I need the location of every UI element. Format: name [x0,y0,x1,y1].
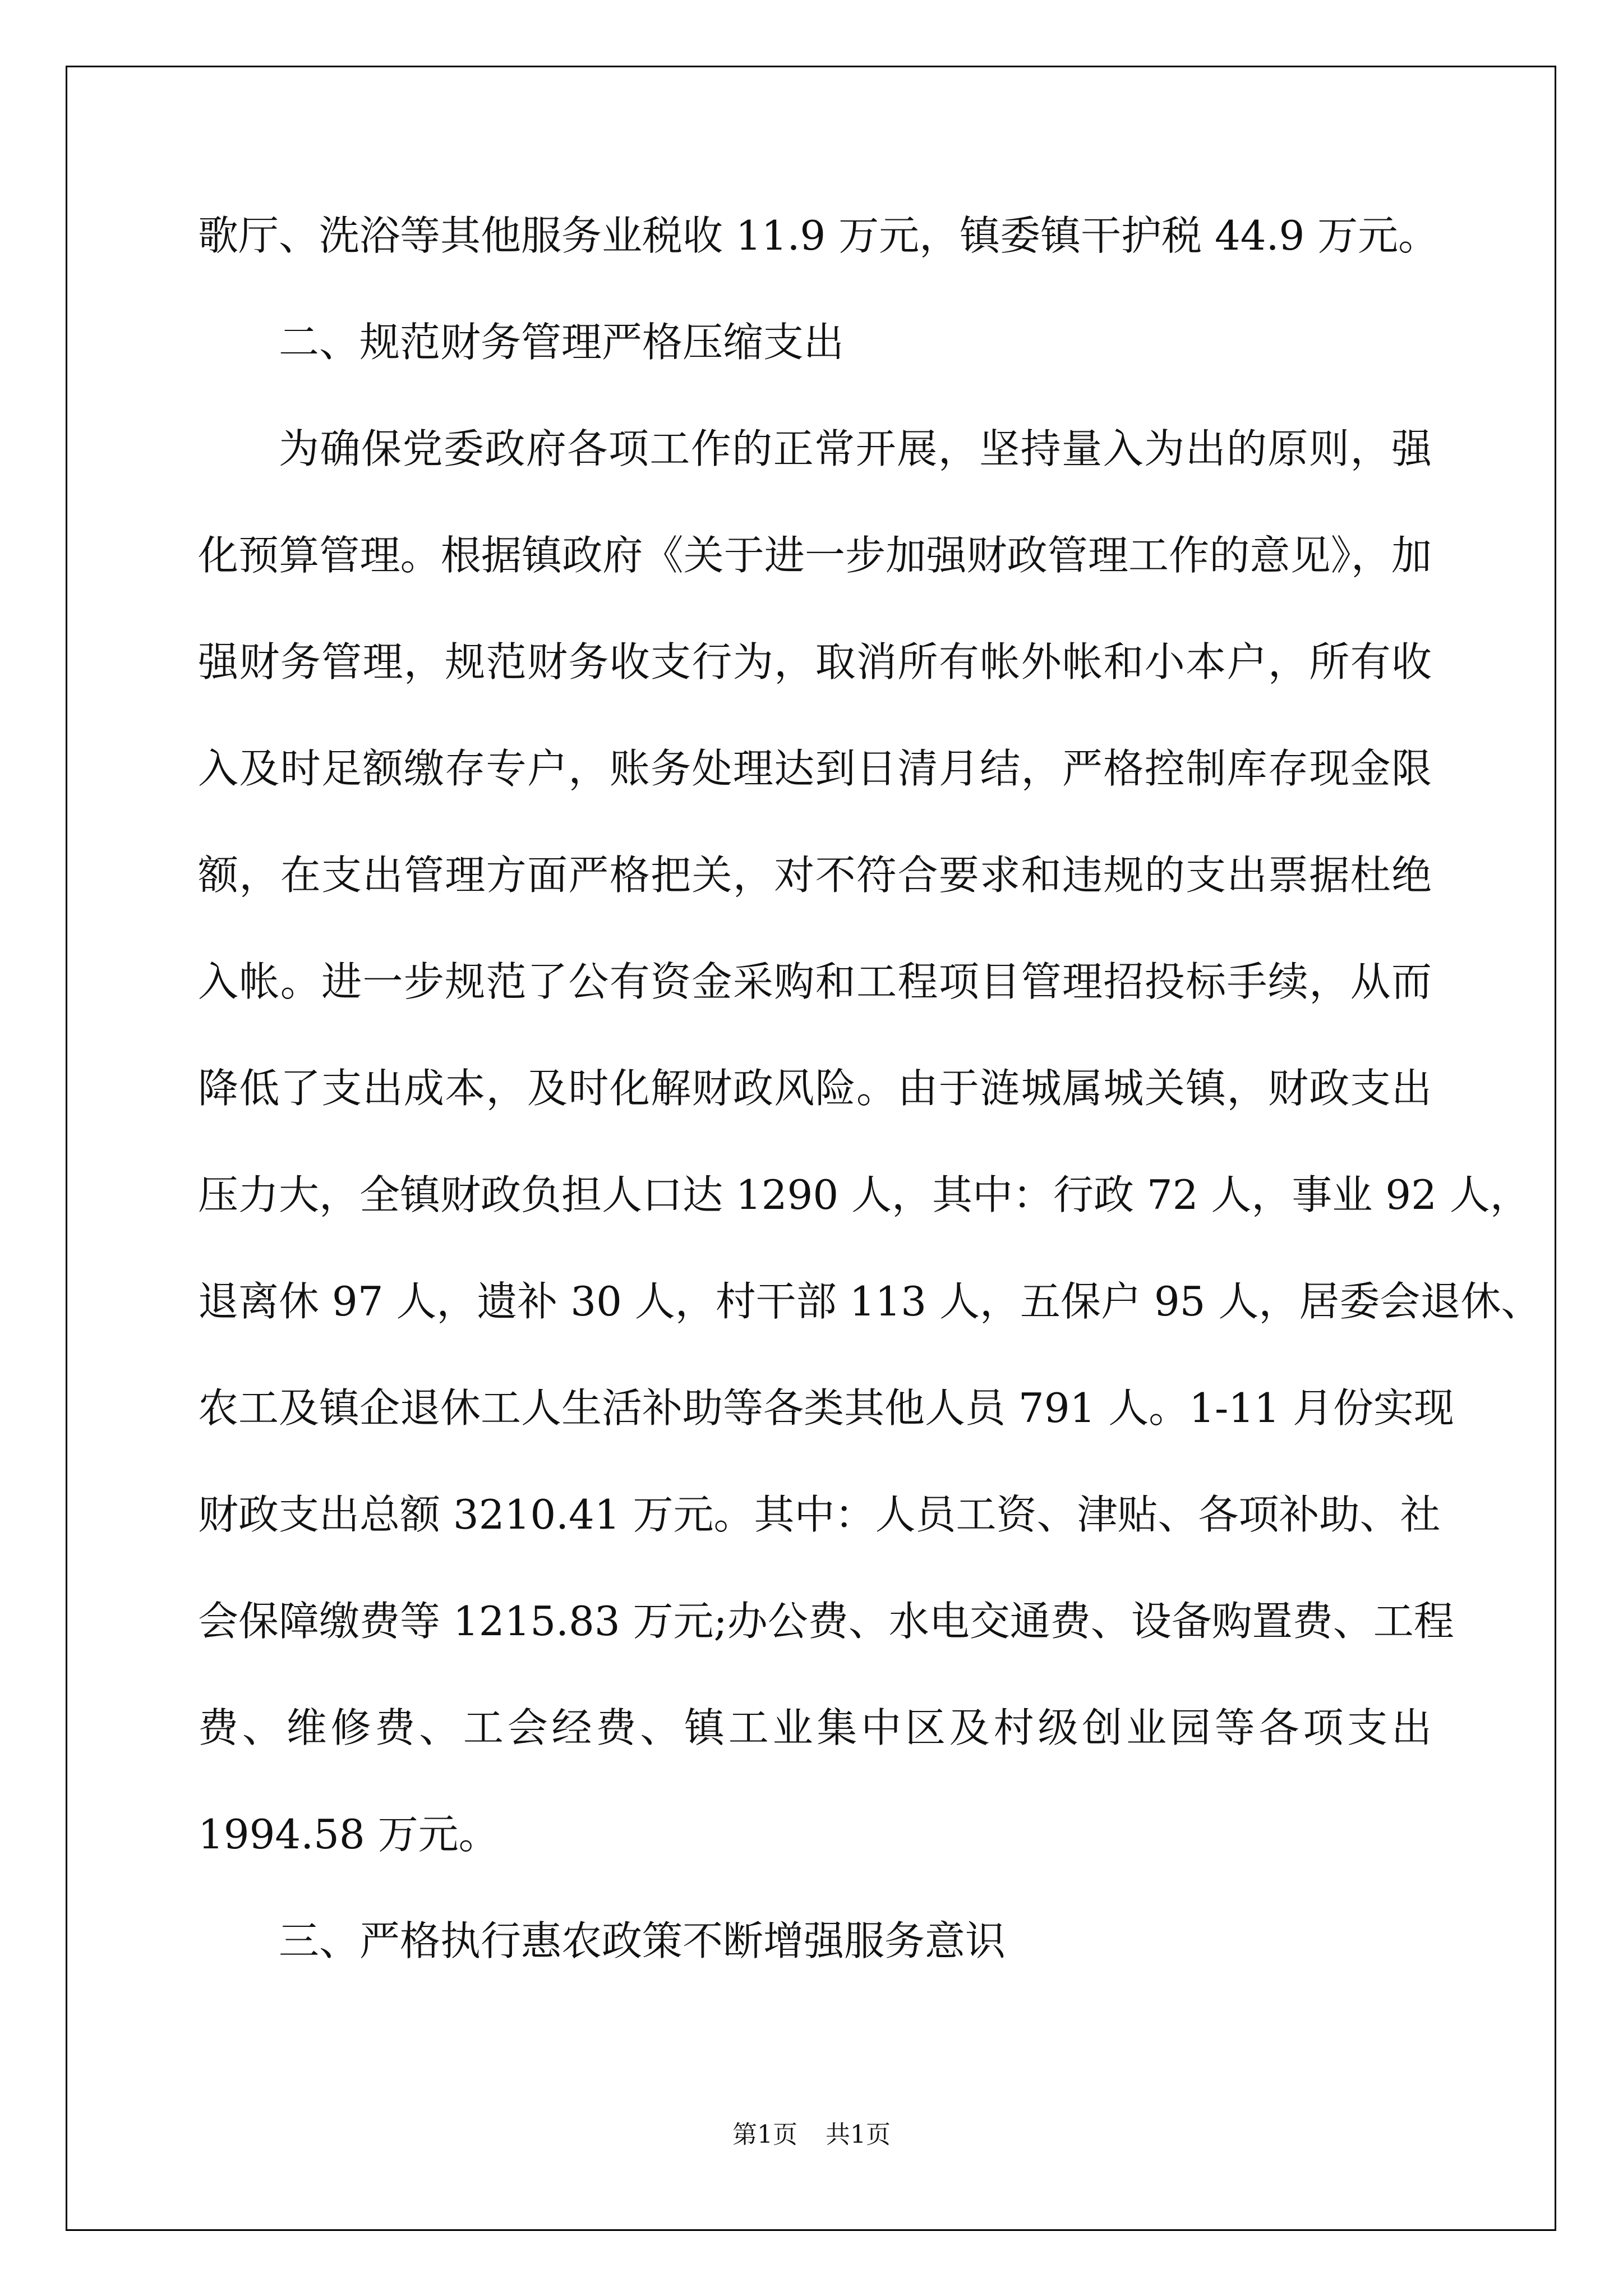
paragraph-line: 压力大，全镇财政负担人口达 1290 人，其中：行政 72 人，事业 92 人， [198,1171,1530,1218]
section-heading: 三、严格执行惠农政策不断增强服务意识 [279,1917,1006,1964]
paragraph-line: 费、维修费、工会经费、镇工业集中区及村级创业园等各项支出 [198,1704,1432,1751]
paragraph-line: 额，在支出管理方面严格把关，对不符合要求和违规的支出票据杜绝 [198,852,1432,899]
paragraph-line: 强财务管理，规范财务收支行为，取消所有帐外帐和小本户，所有收 [198,638,1432,685]
paragraph-line: 入帐。进一步规范了公有资金采购和工程项目管理招投标手续，从而 [198,958,1432,1005]
section-heading: 二、规范财务管理严格压缩支出 [279,319,845,366]
page-footer [0,2118,1623,2152]
paragraph-line: 为确保党委政府各项工作的正常开展，坚持量入为出的原则，强 [279,425,1432,472]
paragraph-line: 财政支出总额 3210.41 万元。其中：人员工资、津贴、各项补助、社 [198,1491,1441,1538]
paragraph-line: 退离休 97 人，遗补 30 人，村干部 113 人，五保户 95 人，居委会退休、 [198,1278,1542,1325]
paragraph-line: 农工及镇企退休工人生活补助等各类其他人员 791 人。1-11 月份实现 [198,1384,1454,1432]
paragraph-line: 1994.58 万元。 [198,1811,499,1858]
paragraph-line: 入及时足额缴存专户，账务处理达到日清月结，严格控制库存现金限 [198,745,1432,792]
page-total: 共1页 [826,2120,891,2149]
page-number: 第1页 [732,2120,797,2149]
paragraph-line: 化预算管理。根据镇政府《关于进一步加强财政管理工作的意见》，加 [198,532,1432,579]
paragraph-line: 歌厅、洗浴等其他服务业税收 11.9 万元，镇委镇干护税 44.9 万元。 [198,212,1439,259]
page-border [66,66,1556,2231]
paragraph-line: 降低了支出成本，及时化解财政风险。由于涟城属城关镇，财政支出 [198,1065,1432,1112]
paragraph-line: 会保障缴费等 1215.83 万元;办公费、水电交通费、设备购置费、工程 [198,1598,1454,1645]
